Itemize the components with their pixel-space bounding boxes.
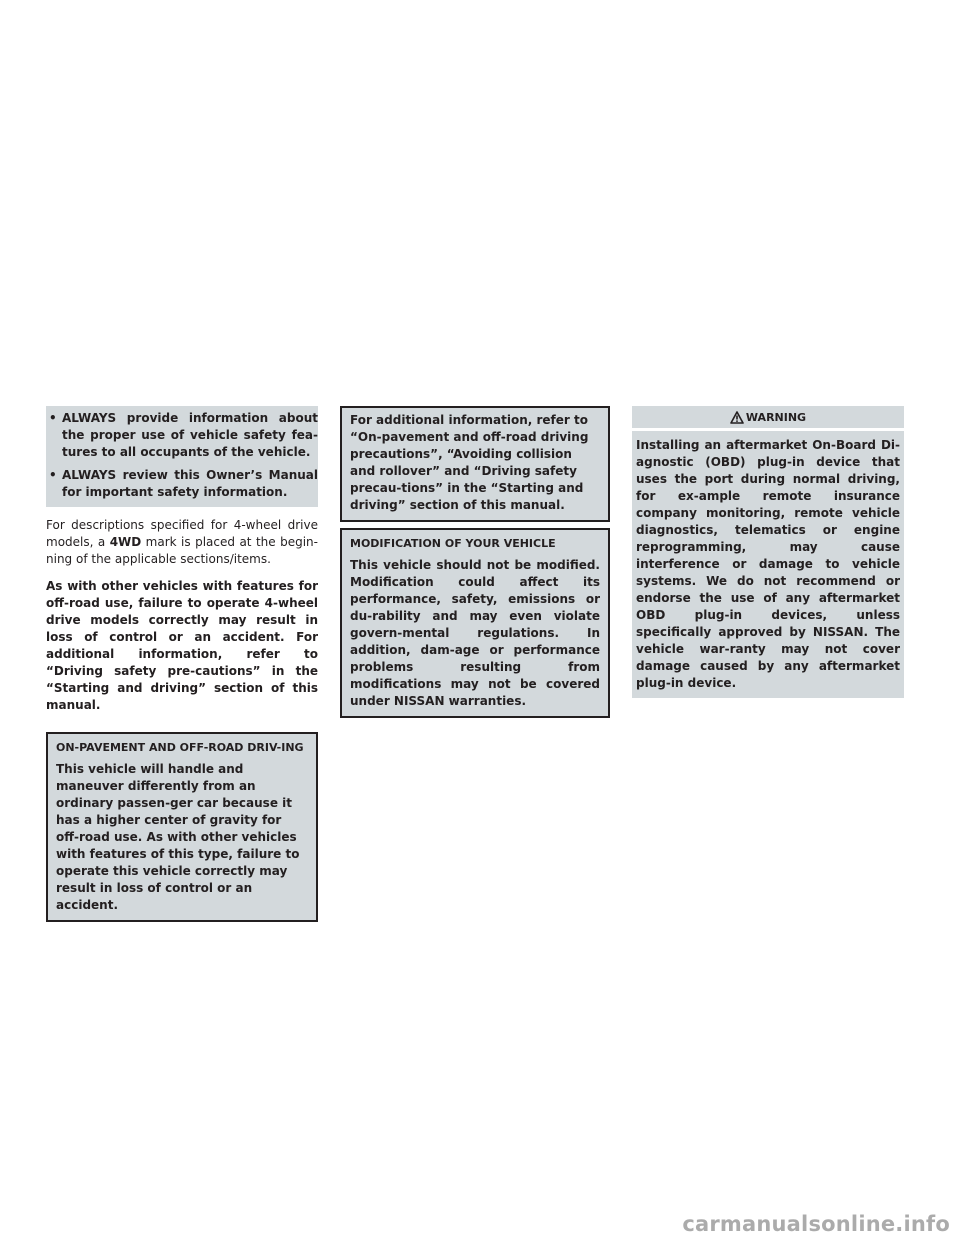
box-title: ON-PAVEMENT AND OFF-ROAD DRIV-ING <box>56 741 304 754</box>
box-text: This vehicle will handle and maneuver differently from an ordinary passen-ger car because it has a higher center of gravity for off-road use. As with other vehicles with features of this type, failure to operate this vehicle correctly may result in loss of control or an accident. <box>56 762 300 912</box>
box-text: This vehicle should not be modified. Modification could affect its performance, safety, emissions or du-rability and may even violate govern-mental regulations. In addition, dam-age or performance problems resulting from modifications may not be covered under NISSAN warranties. <box>350 558 600 708</box>
warning-triangle-icon <box>730 411 744 424</box>
additional-information-box <box>340 406 610 522</box>
box-text: For additional information, refer to “On-pavement and off-road driving precautions”, “Avoiding collision and rollover” and “Driving safety precau-tions” in the “Starting and driving” section of this manual. <box>350 413 589 512</box>
column-2 <box>340 406 610 718</box>
watermark: carmanualsonline.info <box>682 1212 950 1236</box>
box-title: MODIFICATION OF YOUR VEHICLE <box>350 537 556 550</box>
4wd-description-paragraph: For descriptions specified for 4-wheel drive models, a 4WD mark is placed at the begin-ning of the applicable sections/items. <box>46 518 318 566</box>
bullet-item: • ALWAYS review this Owner’s Manual for important safety information. <box>46 467 318 501</box>
warning-title: WARNING <box>745 410 807 424</box>
column-1 <box>46 406 318 922</box>
column-3 <box>632 406 904 698</box>
safety-bullets-box <box>46 406 318 507</box>
modification-box <box>340 528 610 718</box>
warning-header <box>632 406 904 431</box>
bullet-item: • ALWAYS provide information about the proper use of vehicle safety fea-tures to all occupants of the vehicle. <box>46 410 318 461</box>
warning-body <box>632 431 904 692</box>
warning-text: Installing an aftermarket On-Board Di-agnostic (OBD) plug-in device that uses the port during normal driving, for ex-ample remote insurance company monitoring, remote vehicle diagnostics, telematics or engine reprogramming, may cause interference or damage to vehicle systems. We do not recommend or endorse the use of any aftermarket OBD plug-in devices, unless specifically approved by NISSAN. The vehicle war-ranty may not cover damage caused by any aftermarket plug-in device. <box>636 438 900 690</box>
on-pavement-off-road-box <box>46 732 318 922</box>
warning-box <box>632 406 904 698</box>
off-road-warning-paragraph: As with other vehicles with features for off-road use, failure to operate 4-wheel drive models correctly may result in loss of control or an accident. For additional information, refer to “Driving safety pre-cautions” in the “Starting and driving” section of this manual. <box>46 579 318 712</box>
4wd-mark: 4WD <box>109 535 142 549</box>
